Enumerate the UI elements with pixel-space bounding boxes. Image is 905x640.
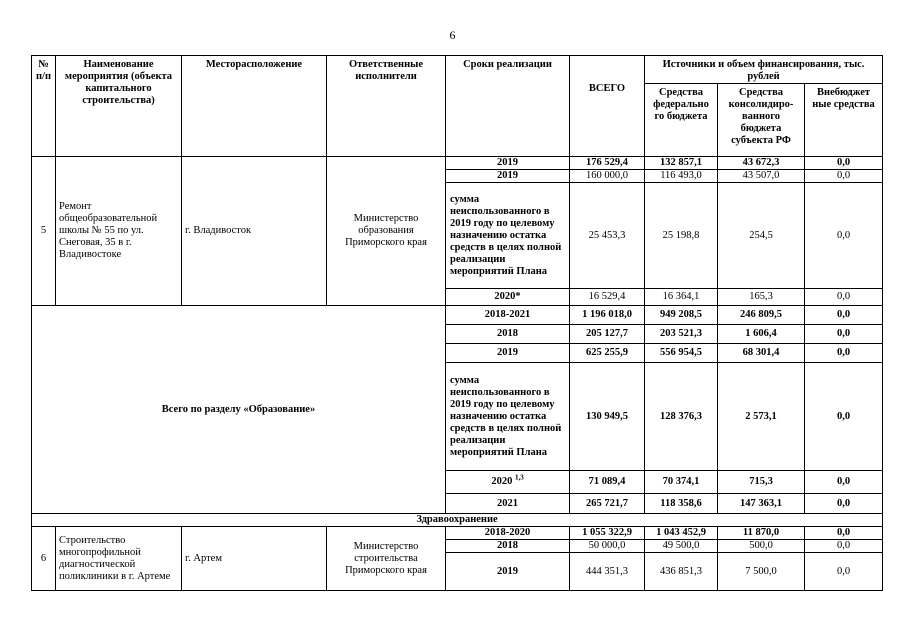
offbudget-cell: 0,0 [805,363,883,471]
header-federal: Средства федерально го бюджета [645,84,718,157]
item5-num: 5 [32,157,56,306]
footnote-mark: 1,3 [514,473,524,482]
item6-executor: Министерство строительства Приморского края [327,527,446,591]
total-cell: 71 089,4 [570,471,645,494]
total-cell: 265 721,7 [570,494,645,514]
federal-cell: 16 364,1 [645,289,718,306]
offbudget-cell: 0,0 [805,170,883,183]
consolidated-cell: 43 507,0 [718,170,805,183]
total-cell: 16 529,4 [570,289,645,306]
consolidated-cell: 68 301,4 [718,344,805,363]
federal-cell: 49 500,0 [645,540,718,553]
federal-cell: 118 358,6 [645,494,718,514]
table-row [32,306,883,325]
header-sources: Источники и объем финансирования, тыс. рублей [645,56,883,84]
consolidated-cell: 165,3 [718,289,805,306]
offbudget-cell: 0,0 [805,325,883,344]
consolidated-cell: 147 363,1 [718,494,805,514]
federal-cell: 949 208,5 [645,306,718,325]
offbudget-cell: 0,0 [805,471,883,494]
total-cell: 625 255,9 [570,344,645,363]
federal-cell: 128 376,3 [645,363,718,471]
health-section-title: Здравоохранение [32,514,883,527]
offbudget-cell: 0,0 [805,183,883,289]
consolidated-cell: 7 500,0 [718,553,805,591]
header-executors: Ответственные исполнители [327,56,446,157]
consolidated-cell: 500,0 [718,540,805,553]
offbudget-cell: 0,0 [805,306,883,325]
consolidated-cell: 254,5 [718,183,805,289]
period-cell: 2020* [446,289,570,306]
period-cell: 2019 [446,344,570,363]
federal-cell: 25 198,8 [645,183,718,289]
unused-funds-note: сумма неиспользованного в 2019 году по целевому назначению остатка средств в целях полной реализации мероприятий Плана [446,183,570,289]
federal-cell: 132 857,1 [645,157,718,170]
consolidated-cell: 11 870,0 [718,527,805,540]
period-cell: 2021 [446,494,570,514]
consolidated-cell: 43 672,3 [718,157,805,170]
table-row [32,527,883,540]
total-cell: 1 196 018,0 [570,306,645,325]
item5-location: г. Владивосток [182,157,327,306]
item6-name: Строительство многопрофильной диагностической поликлиники в г. Артеме [56,527,182,591]
offbudget-cell: 0,0 [805,289,883,306]
total-cell: 205 127,7 [570,325,645,344]
page-number: 6 [449,28,456,42]
period-cell: 2018 [446,325,570,344]
federal-cell: 1 043 452,9 [645,527,718,540]
item5-executor: Министерство образования Приморского края [327,157,446,306]
total-cell: 1 055 322,9 [570,527,645,540]
federal-cell: 116 493,0 [645,170,718,183]
period-text: 2020 [491,476,513,487]
total-cell: 130 949,5 [570,363,645,471]
offbudget-cell: 0,0 [805,553,883,591]
item5-name: Ремонт общеобразовательной школы № 55 по ул. Снеговая, 35 в г. Владивостоке [56,157,182,306]
header-consolidated: Средства консолидиро-ванного бюджета субъекта РФ [718,84,805,157]
consolidated-cell: 246 809,5 [718,306,805,325]
consolidated-cell: 2 573,1 [718,363,805,471]
header-offbudget: Внебюджет ные средства [805,84,883,157]
header-name: Наименование мероприятия (объекта капитального строительства) [56,56,182,157]
federal-cell: 203 521,3 [645,325,718,344]
header-row [32,56,883,84]
edu-total-label: Всего по разделу «Образование» [32,306,446,514]
header-num: № п/п [32,56,56,157]
total-cell: 160 000,0 [570,170,645,183]
total-cell: 50 000,0 [570,540,645,553]
table-row [32,157,883,170]
offbudget-cell: 0,0 [805,527,883,540]
period-cell [446,471,570,494]
total-cell: 176 529,4 [570,157,645,170]
period-cell: 2019 [446,170,570,183]
financing-table [31,55,883,591]
consolidated-cell: 715,3 [718,471,805,494]
period-cell: 2019 [446,553,570,591]
item6-num: 6 [32,527,56,591]
total-cell: 444 351,3 [570,553,645,591]
period-cell: 2018-2020 [446,527,570,540]
offbudget-cell: 0,0 [805,540,883,553]
offbudget-cell: 0,0 [805,157,883,170]
period-cell: 2019 [446,157,570,170]
offbudget-cell: 0,0 [805,344,883,363]
offbudget-cell: 0,0 [805,494,883,514]
federal-cell: 70 374,1 [645,471,718,494]
period-cell: 2018 [446,540,570,553]
federal-cell: 436 851,3 [645,553,718,591]
consolidated-cell: 1 606,4 [718,325,805,344]
unused-funds-note: сумма неиспользованного в 2019 году по целевому назначению остатка средств в целях полной реализации мероприятий Плана [446,363,570,471]
period-cell: 2018-2021 [446,306,570,325]
header-location: Месторасположение [182,56,327,157]
section-row [32,514,883,527]
header-terms: Сроки реализации [446,56,570,157]
total-cell: 25 453,3 [570,183,645,289]
item6-location: г. Артем [182,527,327,591]
header-total: ВСЕГО [570,56,645,157]
federal-cell: 556 954,5 [645,344,718,363]
